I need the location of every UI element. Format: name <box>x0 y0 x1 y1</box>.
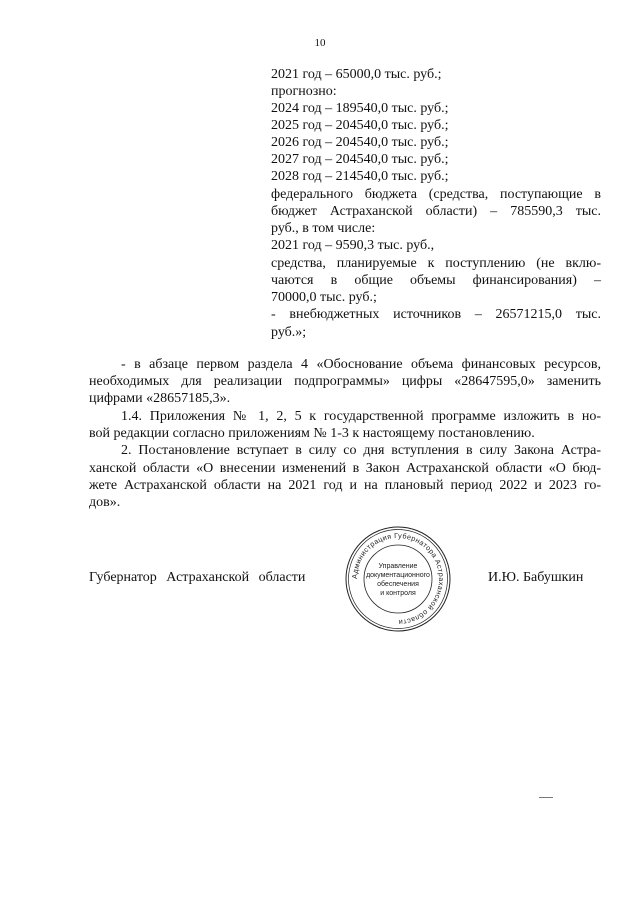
financing-line: средства, планируемые к поступлению (не вклю- <box>271 256 601 271</box>
financing-line: бюджет Астраханской области) – 785590,3 тыс. <box>271 204 601 219</box>
financing-line: 2027 год – 204540,0 тыс. руб.; <box>271 152 449 167</box>
paragraph-line: вой редакции согласно приложениям № 1-3 к настоящему постановлению. <box>89 426 535 441</box>
paragraph-line: 1.4. Приложения № 1, 2, 5 к государственной программе изложить в но- <box>121 409 601 424</box>
stamp-ring-text: Администрация Губернатора Астраханской области <box>349 530 447 628</box>
official-stamp <box>344 525 452 633</box>
financing-line: - внебюджетных источников – 26571215,0 тыс. <box>271 307 601 322</box>
paragraph-line: цифрами «28657185,3». <box>89 391 231 406</box>
financing-line: 2021 год – 9590,3 тыс. руб., <box>271 238 435 253</box>
paragraph-line: ханской области «О внесении изменений в Закон Астраханской области «О бюд- <box>89 461 601 476</box>
stamp-center-line: документационного <box>366 572 430 579</box>
financing-line: чаются в общие объемы финансирования) – <box>271 273 601 288</box>
stamp-center-line: Управление <box>378 563 418 570</box>
stamp-center-line: и контроля <box>380 590 416 597</box>
financing-line: 2025 год – 204540,0 тыс. руб.; <box>271 118 449 133</box>
financing-line: руб., в том числе: <box>271 221 376 236</box>
financing-line: 70000,0 тыс. руб.; <box>271 290 377 305</box>
financing-line: прогнозно: <box>271 84 337 99</box>
signatory-title: Губернатор Астраханской области <box>89 570 306 585</box>
signatory-name: И.Ю. Бабушкин <box>488 570 584 585</box>
financing-line: 2024 год – 189540,0 тыс. руб.; <box>271 101 449 116</box>
financing-line: руб.»; <box>271 325 307 340</box>
financing-line: федерального бюджета (средства, поступающие в <box>271 187 601 202</box>
page-number: 10 <box>314 37 326 49</box>
stamp-center-line: обеспечения <box>377 581 419 588</box>
paragraph-line: жете Астраханской области на 2021 год и на плановый период 2022 и 2023 го- <box>89 478 601 493</box>
paragraph-line: - в абзаце первом раздела 4 «Обоснование объема финансовых ресурсов, <box>121 357 601 372</box>
paragraph-line: 2. Постановление вступает в силу со дня вступления в силу Закона Астра- <box>121 443 601 458</box>
paragraph-line: необходимых для реализации подпрограммы» цифры «28647595,0» заменить <box>89 374 601 389</box>
scan-mark <box>539 797 553 798</box>
financing-line: 2026 год – 204540,0 тыс. руб.; <box>271 135 449 150</box>
financing-line: 2028 год – 214540,0 тыс. руб.; <box>271 169 449 184</box>
paragraph-line: дов». <box>89 495 121 510</box>
financing-line: 2021 год – 65000,0 тыс. руб.; <box>271 67 442 82</box>
